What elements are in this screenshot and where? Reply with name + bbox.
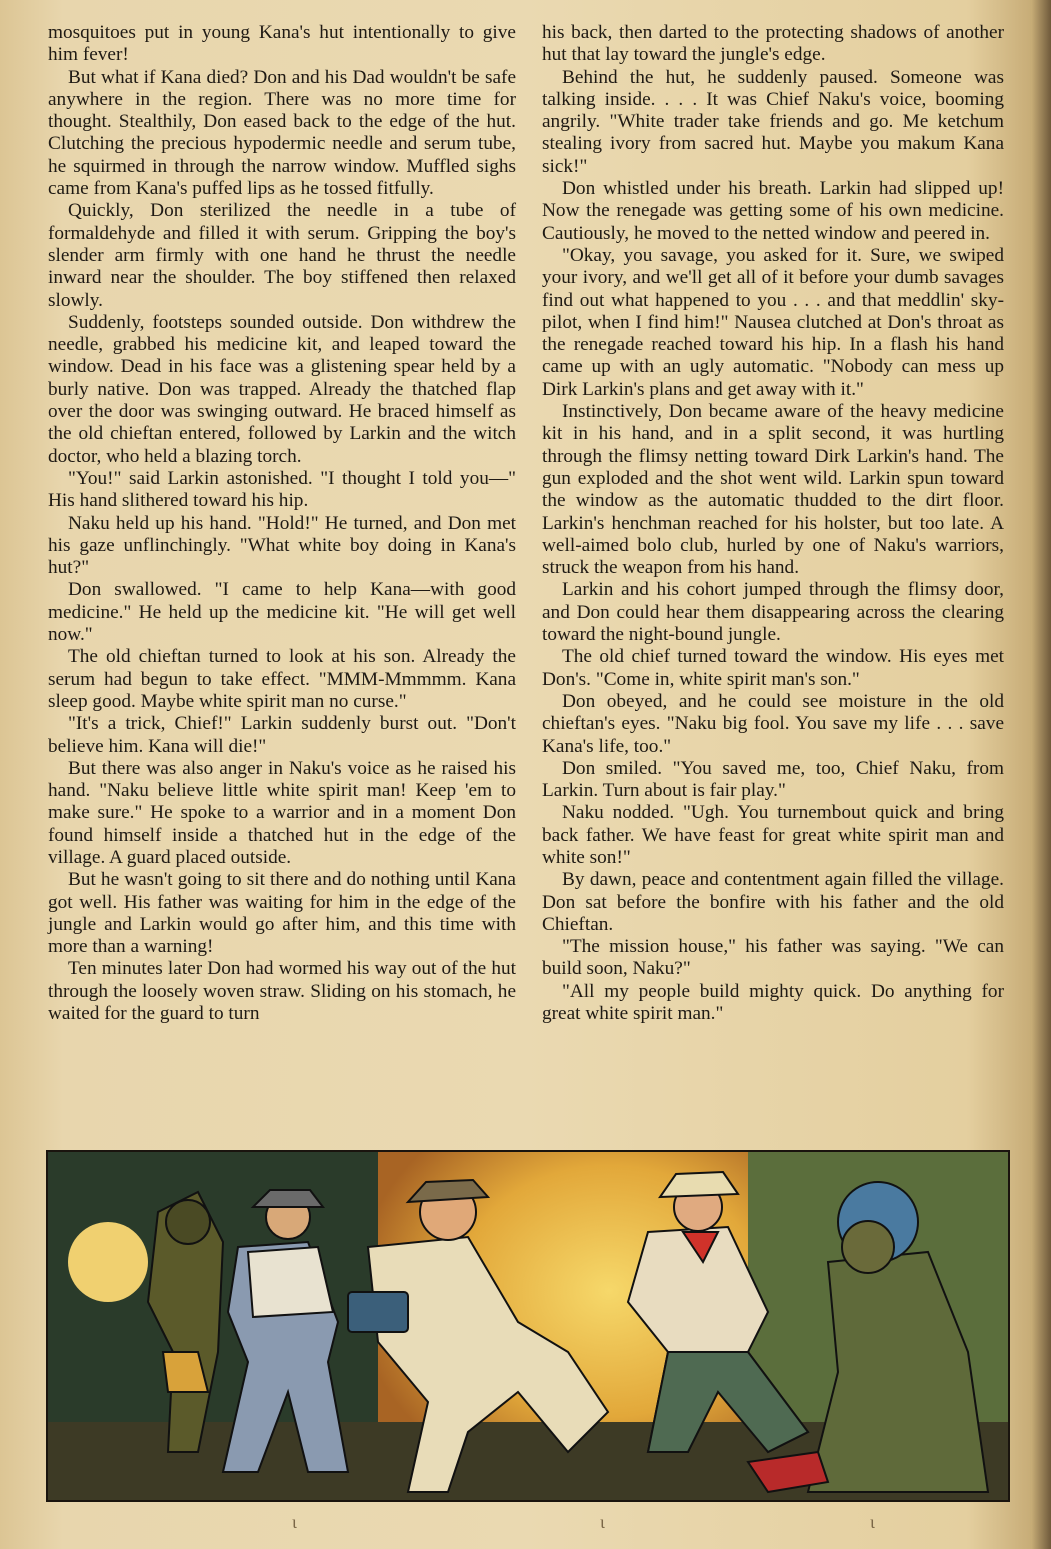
paragraph: Don swallowed. "I came to help Kana—with good medicine." He held up the medicine kit. "He will get well now." (48, 579, 516, 646)
paragraph: But he wasn't going to sit there and do nothing until Kana got well. His father was waiting for him in the edge of the jungle and Larkin would go after him, and this time with more than a warning! (48, 869, 516, 958)
paragraph: Don smiled. "You saved me, too, Chief Naku, from Larkin. Turn about is fair play." (542, 757, 1004, 802)
right-text-column (542, 22, 1004, 1025)
page-crease-mark: ɩ (600, 1512, 605, 1532)
paragraph: "All my people build mighty quick. Do anything for great white spirit man." (542, 980, 1004, 1025)
paragraph: But what if Kana died? Don and his Dad wouldn't be safe anywhere in the region. There was no more time for thought. Stealthily, Don eased back to the edge of the hut. Clutching the precious hypodermic needle and serum tube, he squirmed in through the narrow window. Muffled sighs came from Kana's puffed lips as he tossed fitfully. (48, 66, 516, 200)
left-text-column (48, 22, 516, 1025)
paragraph: "Okay, you savage, you asked for it. Sure, we swiped your ivory, and we'll get all of it before your dumb savages find out what happened to you . . . and that meddlin' sky-pilot, when I find him!" Nausea clutched at Don's throat as the renegade reached toward his hip. In a flash his hand came up with an ugly automatic. "Nobody can mess up Dirk Larkin's plans and get away with it." (542, 244, 1004, 400)
paragraph: Quickly, Don sterilized the needle in a tube of formaldehyde and filled it with serum. Gripping the boy's slender arm firmly with one hand he thrust the needle inward near the shoulder. The boy stiffened then relaxed slowly. (48, 200, 516, 311)
paragraph: "It's a trick, Chief!" Larkin suddenly burst out. "Don't believe him. Kana will die!" (48, 713, 516, 757)
moon (68, 1222, 148, 1302)
paragraph: The old chieftan turned to look at his son. Already the serum had begun to take effect. "MMM-Mmmmm. Kana sleep good. Maybe white spirit man no curse." (48, 646, 516, 712)
paragraph: Ten minutes later Don had wormed his way out of the hut through the loosely woven straw. Sliding on his stomach, he waited for the guard to turn (48, 958, 516, 1025)
larkin-shirt (248, 1247, 333, 1317)
paragraph: his back, then darted to the protecting shadows of another hut that lay toward the jungle's edge. (542, 22, 1004, 66)
page-crease-mark: ɩ (870, 1512, 875, 1532)
paragraph: Naku held up his hand. "Hold!" He turned, and Don met his gaze unflinchingly. "What white boy doing in Kana's hut?" (48, 512, 516, 579)
paragraph: mosquitoes put in young Kana's hut intentionally to give him fever! (48, 22, 516, 66)
warrior-head (166, 1200, 210, 1244)
paragraph: "You!" said Larkin astonished. "I thought I told you—" His hand slithered toward his hip. (48, 467, 516, 512)
paragraph: Larkin and his cohort jumped through the flimsy door, and Don could hear them disappearing across the clearing toward the night-bound jungle. (542, 579, 1004, 646)
paragraph: "The mission house," his father was saying. "We can build soon, Naku?" (542, 936, 1004, 980)
paragraph: But there was also anger in Naku's voice as he raised his hand. "Naku believe little white spirit man! Keep 'em to make sure." He spoke to a warrior and in a moment Don found himself inside a thatched hut in the edge of the village. A guard placed outside. (48, 757, 516, 868)
page-crease-mark: ɩ (292, 1512, 297, 1532)
comic-illustration-panel (46, 1150, 1010, 1502)
paragraph: By dawn, peace and contentment again filled the village. Don sat before the bonfire with his father and the old Chieftan. (542, 869, 1004, 935)
paragraph: The old chief turned toward the window. His eyes met Don's. "Come in, white spirit man's son." (542, 646, 1004, 690)
paragraph: Don obeyed, and he could see moisture in the old chieftan's eyes. "Naku big fool. You save my life . . . save Kana's life, too." (542, 690, 1004, 757)
medicine-kit (348, 1292, 408, 1332)
chief-head (842, 1221, 894, 1273)
paragraph: Behind the hut, he suddenly paused. Someone was talking inside. . . . It was Chief Naku's voice, booming angrily. "White trader take friends and go. Me ketchum stealing ivory from sacred hut. Maybe you makum Kana sick!" (542, 66, 1004, 177)
paragraph: Instinctively, Don became aware of the heavy medicine kit in his hand, and in a split second, it was hurtling through the flimsy netting toward Dirk Larkin's hand. The gun exploded and the shot went wild. Larkin spun toward the window as the automatic thudded to the dirt floor. Larkin's henchman reached for his holster, but too late. A well-aimed bolo club, hurled by one of Naku's warriors, struck the weapon from his hand. (542, 401, 1004, 579)
jungle-hut-fight-illustration (48, 1152, 1008, 1500)
paragraph: Don whistled under his breath. Larkin had slipped up! Now the renegade was getting some of his own medicine. Cautiously, he moved to the netted window and peered in. (542, 178, 1004, 244)
paragraph: Naku nodded. "Ugh. You turnembout quick and bring back father. We have feast for great white spirit man and white son!" (542, 802, 1004, 868)
page-spine-shadow (1031, 0, 1051, 1549)
paragraph: Suddenly, footsteps sounded outside. Don withdrew the needle, grabbed his medicine kit, and leaped toward the window. Dead in his face was a glistening spear held by a burly native. Don was trapped. Already the thatched flap over the door was swinging outward. He braced himself as the old chieftan entered, followed by Larkin and the witch doctor, who held a blazing torch. (48, 311, 516, 467)
